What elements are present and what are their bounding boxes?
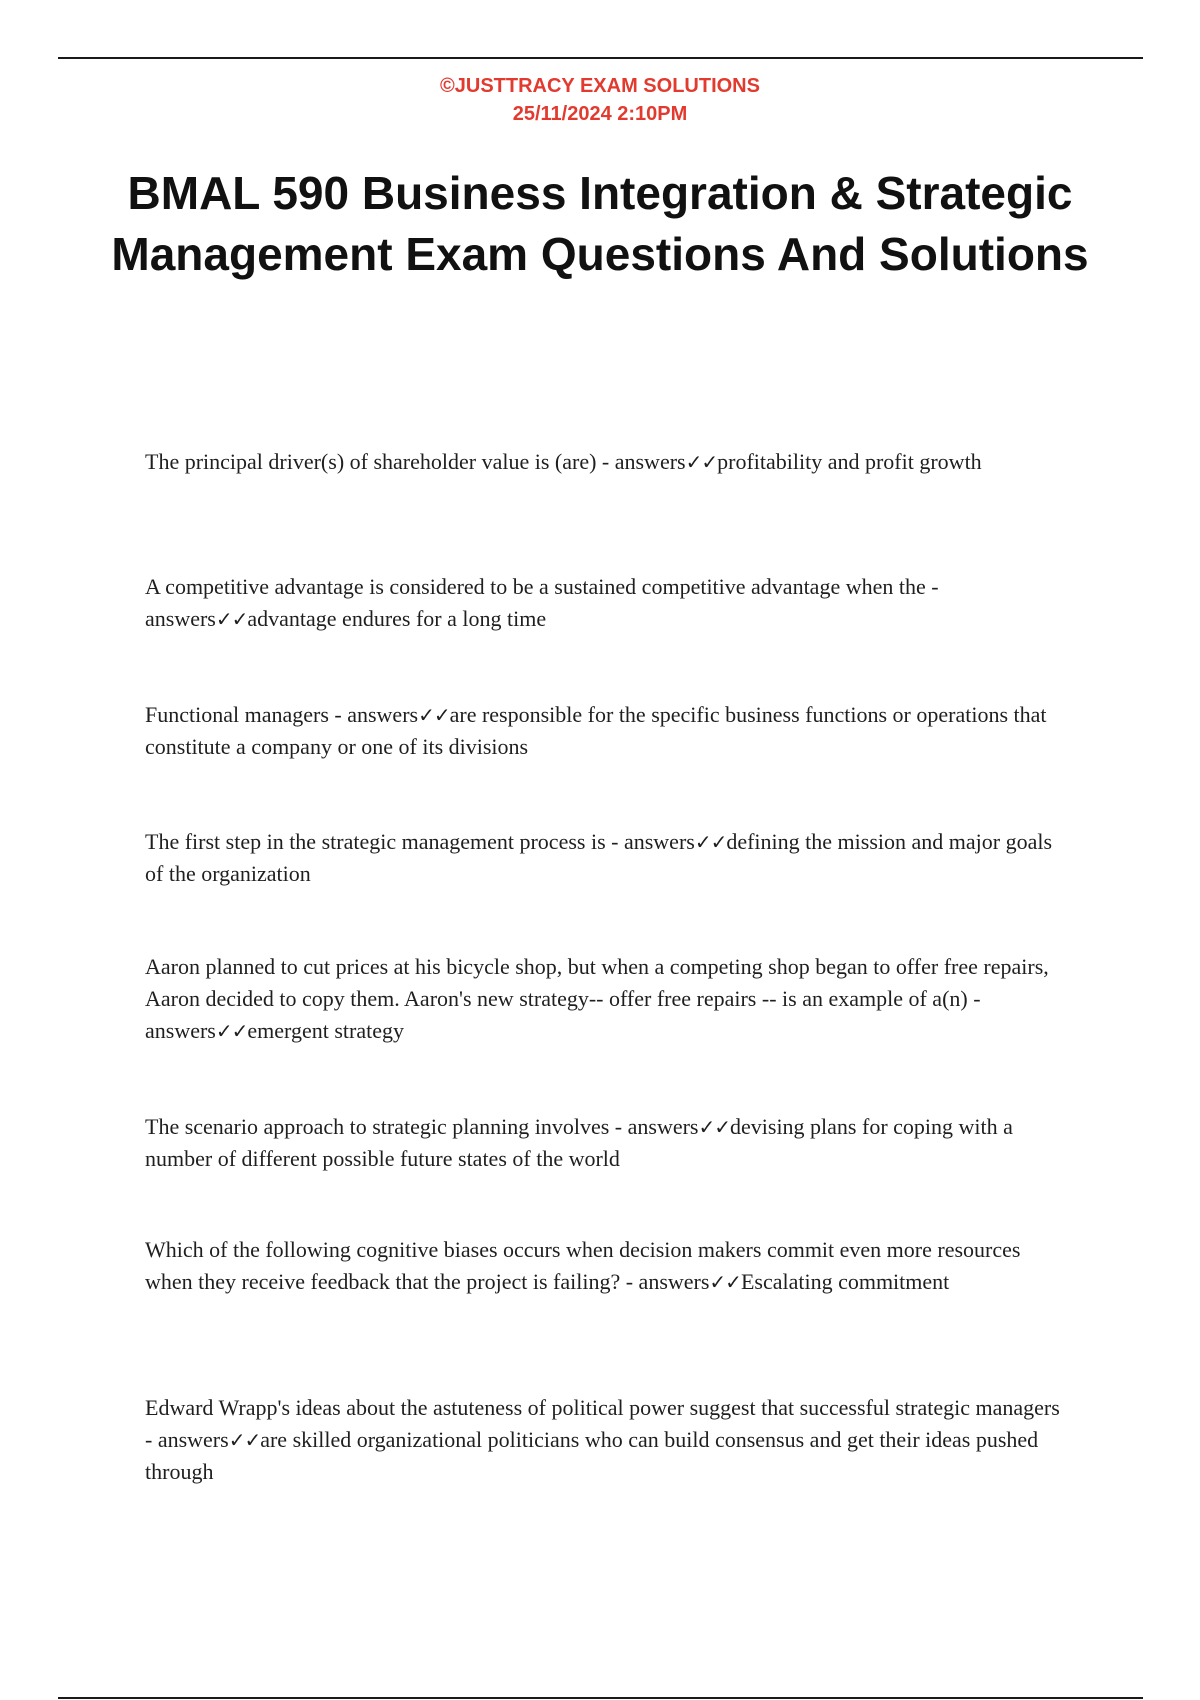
question-text: Aaron planned to cut prices at his bicycle shop, but when a competing shop began to offer free repairs, Aaron decided to copy them. Aaron's new strategy-- offer free repairs -- is an example of a(n) - answers (145, 954, 1049, 1043)
question-text: Edward Wrapp's ideas about the astuteness of political power suggest that successful strategic managers - answers (145, 1395, 1060, 1452)
answer-text: Escalating commitment (740, 1269, 950, 1294)
check-mark-icon: ✓✓ (694, 830, 727, 854)
answer-text: devising plans for coping with a number of different possible future states of the world (145, 1114, 1013, 1171)
answer-text: profitability and profit growth (717, 449, 982, 474)
top-divider (58, 57, 1143, 59)
question-text: The first step in the strategic management process is - answers (145, 829, 695, 854)
question-text: Which of the following cognitive biases occurs when decision makers commit even more resources when they receive feedback that the project is failing? - answers (145, 1237, 1021, 1294)
qa-item (145, 826, 1065, 890)
document-title: BMAL 590 Business Integration & Strategic Management Exam Questions And Solutions (111, 167, 1089, 280)
qa-item (145, 571, 1065, 635)
question-text: The principal driver(s) of shareholder value is (are) - answers (145, 449, 686, 474)
bottom-divider (58, 1697, 1143, 1699)
answer-text: emergent strategy (247, 1018, 404, 1043)
answer-text: are skilled organizational politicians who can build consensus and get their ideas pushed through (145, 1427, 1039, 1484)
check-mark-icon: ✓✓ (685, 450, 718, 474)
check-mark-icon: ✓✓ (215, 1019, 248, 1043)
question-text: A competitive advantage is considered to be a sustained competitive advantage when the - answers (145, 574, 939, 631)
check-mark-icon: ✓✓ (698, 1115, 730, 1139)
qa-item (145, 1234, 1065, 1298)
answer-text: advantage endures for a long time (247, 606, 547, 631)
qa-item (145, 699, 1065, 763)
qa-item (145, 1111, 1065, 1175)
check-mark-icon: ✓✓ (215, 607, 248, 631)
question-text: Functional managers - answers (145, 702, 419, 727)
qa-item (145, 951, 1065, 1047)
qa-item (145, 1392, 1065, 1488)
timestamp-line: 25/11/2024 2:10PM (512, 103, 688, 125)
qa-item (145, 446, 1065, 478)
question-text: The scenario approach to strategic planning involves - answers (145, 1114, 699, 1139)
check-mark-icon: ✓✓ (418, 703, 450, 727)
check-mark-icon: ✓✓ (709, 1270, 741, 1294)
check-mark-icon: ✓✓ (228, 1428, 261, 1452)
document-header (0, 72, 1200, 128)
answer-text: defining the mission and major goals of the organization (145, 829, 1053, 886)
copyright-line: ©JUSTTRACY EXAM SOLUTIONS (440, 75, 760, 97)
answer-text: are responsible for the specific business functions or operations that constitute a company or one of its divisions (145, 702, 1047, 759)
